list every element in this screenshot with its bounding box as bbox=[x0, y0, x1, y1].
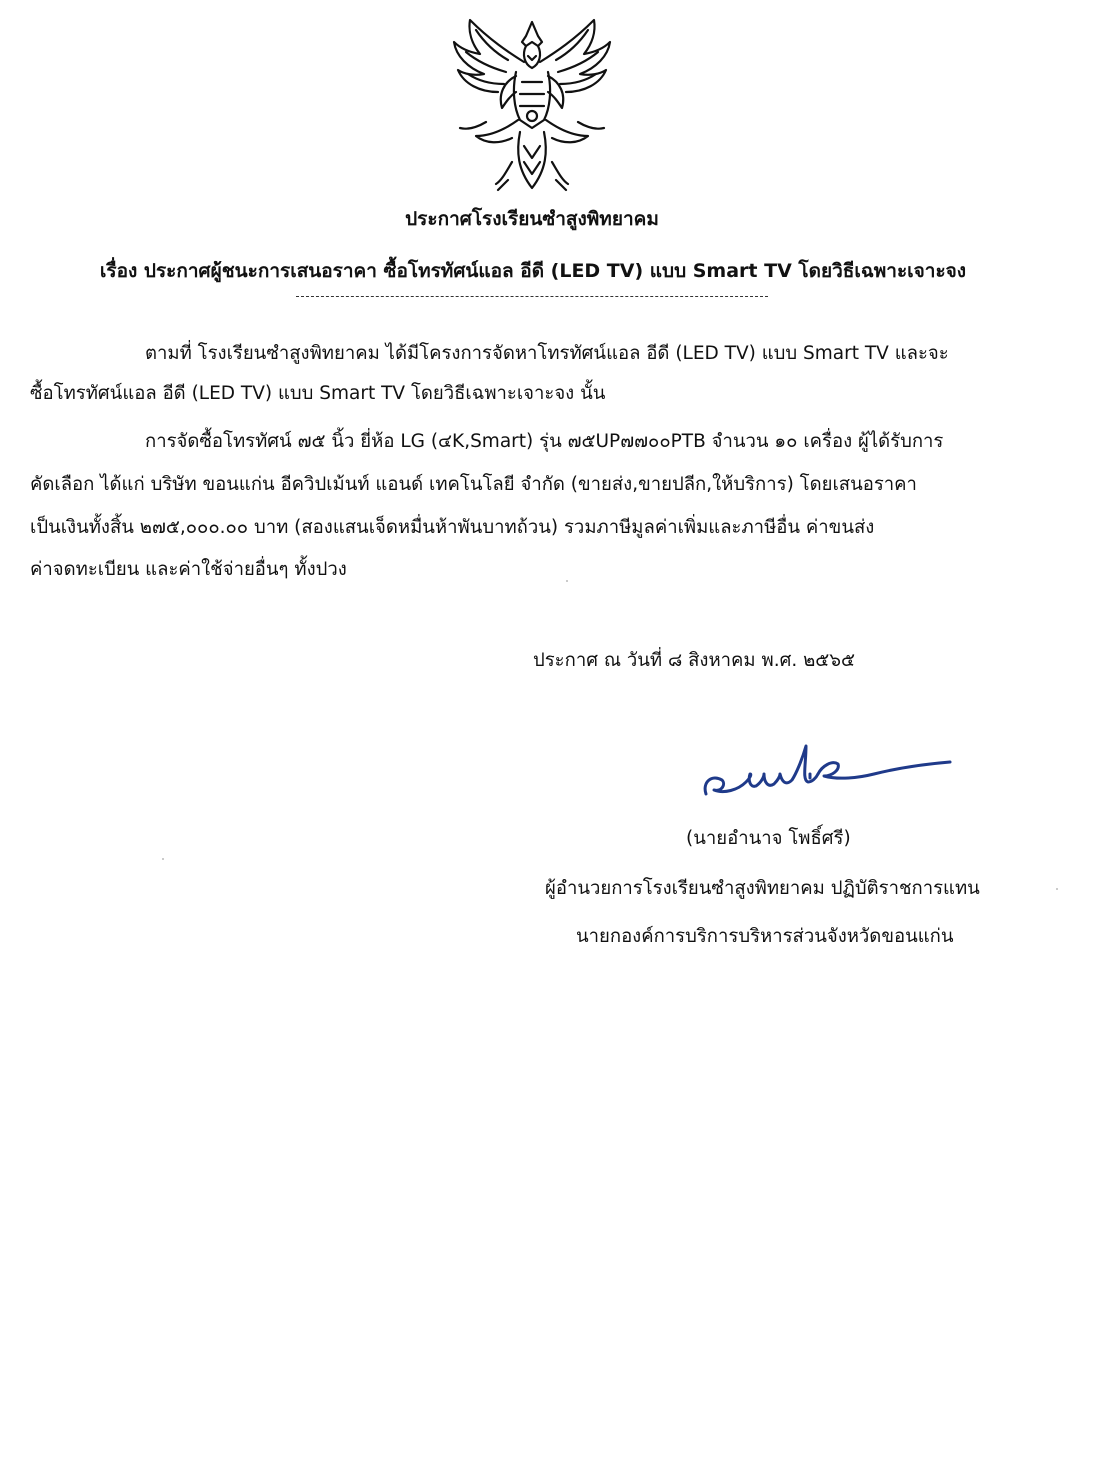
garuda-emblem-icon bbox=[446, 12, 618, 198]
body-line-6: ค่าจดทะเบียน และค่าใช้จ่ายอื่นๆ ทั้งปวง bbox=[30, 559, 347, 580]
signer-position: ผู้อำนวยการโรงเรียนซำสูงพิทยาคม ปฏิบัติราชการแทน bbox=[545, 878, 980, 899]
announcement-date: ประกาศ ณ วันที่ ๘ สิงหาคม พ.ศ. ๒๕๖๕ bbox=[533, 650, 856, 671]
body-line-2: ซื้อโทรทัศน์แอล อีดี (LED TV) แบบ Smart TV โดยวิธีเฉพาะเจาะจง นั้น bbox=[30, 383, 606, 404]
body-line-4: คัดเลือก ได้แก่ บริษัท ขอนแก่น อีควิปเม้นท์ แอนด์ เทคโนโลยี จำกัด (ขายส่ง,ขายปลีก,ให้บริการ) โดยเสนอราคา bbox=[30, 474, 917, 495]
body-line-3: การจัดซื้อโทรทัศน์ ๗๕ นิ้ว ยี่ห้อ LG (๔K,Smart) รุ่น ๗๕UP๗๗๐๐PTB จำนวน ๑๐ เครื่อง ผู้ได้รับการ bbox=[145, 431, 944, 452]
body-line-1: ตามที่ โรงเรียนซำสูงพิทยาคม ได้มีโครงการจัดหาโทรทัศน์แอล อีดี (LED TV) แบบ Smart TV และจะ bbox=[145, 343, 949, 364]
section-divider bbox=[296, 296, 768, 297]
scan-speck bbox=[162, 858, 164, 860]
announcement-title: ประกาศโรงเรียนซำสูงพิทยาคม bbox=[405, 208, 659, 230]
scan-speck bbox=[1056, 888, 1058, 890]
announcement-subject: เรื่อง ประกาศผู้ชนะการเสนอราคา ซื้อโทรทัศน์แอล อีดี (LED TV) แบบ Smart TV โดยวิธีเฉพาะเจาะจง bbox=[99, 260, 967, 282]
signer-position-2: นายกองค์การบริการบริหารส่วนจังหวัดขอนแก่น bbox=[576, 926, 954, 947]
signer-name: (นายอำนาจ โพธิ์ศรี) bbox=[686, 828, 851, 849]
scan-speck bbox=[566, 580, 568, 582]
handwritten-signature bbox=[698, 730, 956, 808]
body-line-5: เป็นเงินทั้งสิ้น ๒๗๕,๐๐๐.๐๐ บาท (สองแสนเจ็ดหมื่นห้าพันบาทถ้วน) รวมภาษีมูลค่าเพิ่มและภาษีอื่น ค่าขนส่ง bbox=[30, 517, 875, 538]
